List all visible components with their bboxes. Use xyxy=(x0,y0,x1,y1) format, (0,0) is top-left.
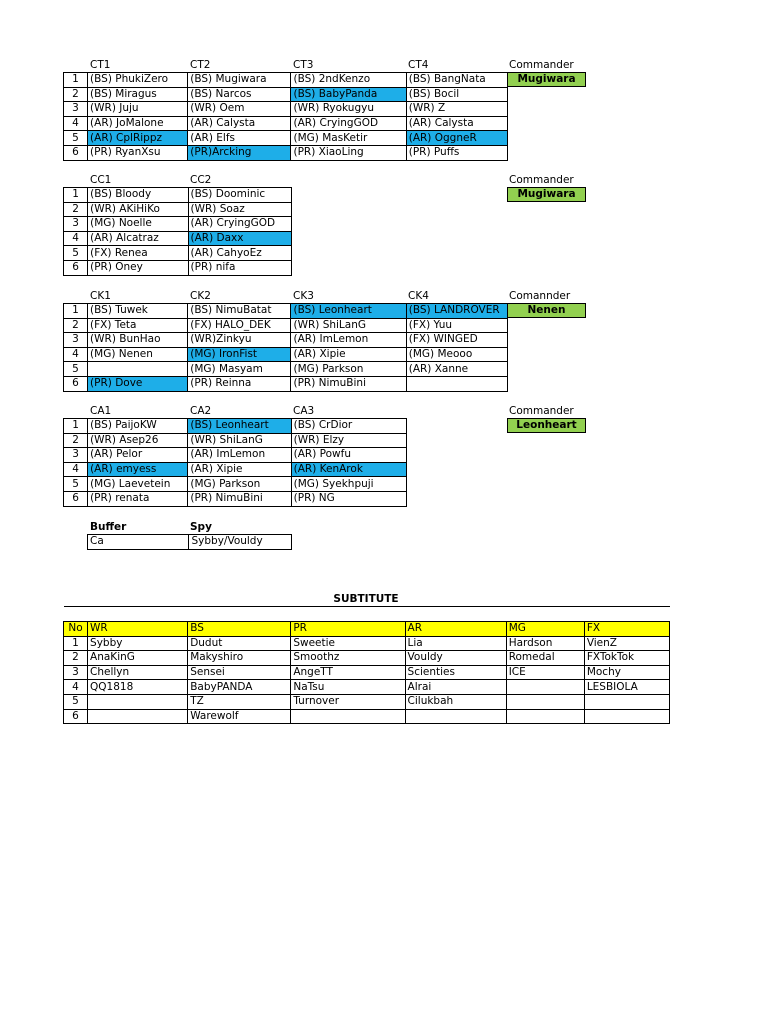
table-cell: (BS) Bloody xyxy=(88,188,188,203)
row-number: 1 xyxy=(64,188,88,203)
table-cell: (BS) Tuwek xyxy=(88,304,188,319)
table-row xyxy=(88,535,292,550)
ct-table xyxy=(63,72,508,161)
commander-label: Commander xyxy=(509,405,574,417)
column-header: FX xyxy=(584,622,669,637)
table-row xyxy=(64,491,407,506)
table-cell: (BS) Miragus xyxy=(88,87,188,102)
substitute-table xyxy=(63,621,670,724)
table-cell: (BS) Doominic xyxy=(188,188,291,203)
table-cell: (AR) Pelor xyxy=(88,448,188,463)
row-number: 1 xyxy=(64,73,88,88)
table-row xyxy=(64,651,670,666)
row-number: 4 xyxy=(64,231,88,246)
column-header-ca3: CA3 xyxy=(293,405,315,417)
row-number: 6 xyxy=(64,260,88,275)
column-header: No xyxy=(64,622,88,637)
table-cell: (MG) Parkson xyxy=(188,477,291,492)
row-number: 6 xyxy=(64,491,88,506)
table-row xyxy=(64,231,292,246)
table-cell: Dudut xyxy=(188,636,291,651)
ca-table xyxy=(63,418,407,507)
table-cell: (AR) Daxx xyxy=(188,231,291,246)
column-header: MG xyxy=(506,622,584,637)
table-cell: (WR) Z xyxy=(406,102,507,117)
table-cell: (BS) NimuBatat xyxy=(188,304,291,319)
table-cell: ICE xyxy=(506,665,584,680)
table-cell: Lia xyxy=(405,636,506,651)
table-cell: Turnover xyxy=(291,694,405,709)
table-cell: (BS) Leonheart xyxy=(188,419,291,434)
table-cell: (FX) Yuu xyxy=(406,318,507,333)
row-number: 2 xyxy=(64,651,88,666)
commander-badge: Leonheart xyxy=(507,418,586,433)
column-header: AR xyxy=(405,622,506,637)
table-cell: Mochy xyxy=(584,665,669,680)
table-cell: (PR) nifa xyxy=(188,260,291,275)
table-cell: (PR) renata xyxy=(88,491,188,506)
row-number: 2 xyxy=(64,202,88,217)
table-cell: Alrai xyxy=(405,680,506,695)
table-cell: (AR) JoMalone xyxy=(88,116,188,131)
table-cell: (MG) MasKetir xyxy=(291,131,406,146)
table-cell: (AR) Powfu xyxy=(291,448,406,463)
table-cell: (MG) Laevetein xyxy=(88,477,188,492)
column-header-ct4: CT4 xyxy=(408,59,429,71)
column-header-ck2: CK2 xyxy=(190,290,211,302)
table-cell xyxy=(506,694,584,709)
table-row xyxy=(64,419,407,434)
table-row xyxy=(64,246,292,261)
title-underline xyxy=(64,606,670,607)
table-cell xyxy=(506,680,584,695)
table-cell: (AR) ImLemon xyxy=(188,448,291,463)
table-cell: Warewolf xyxy=(188,709,291,724)
table-cell: (AR) CahyoEz xyxy=(188,246,291,261)
table-cell: (BS) PaijoKW xyxy=(88,419,188,434)
commander-badge: Nenen xyxy=(507,303,586,318)
table-cell: (WR) Ryokugyu xyxy=(291,102,406,117)
table-cell: (WR) Oem xyxy=(188,102,291,117)
table-cell: (BS) BabyPanda xyxy=(291,87,406,102)
column-header-ck1: CK1 xyxy=(90,290,111,302)
table-cell: Scienties xyxy=(405,665,506,680)
table-cell: (MG) IronFist xyxy=(188,347,291,362)
column-header-cc1: CC1 xyxy=(90,174,112,186)
table-cell: (PR) Puffs xyxy=(406,145,507,160)
table-row xyxy=(64,202,292,217)
table-cell: NaTsu xyxy=(291,680,405,695)
table-cell: (AR) CplRippz xyxy=(88,131,188,146)
table-cell: (AR) KenArok xyxy=(291,462,406,477)
table-row xyxy=(64,448,407,463)
table-cell: (AR) Calysta xyxy=(188,116,291,131)
table-cell: (PR) Oney xyxy=(88,260,188,275)
table-cell: (MG) Noelle xyxy=(88,217,188,232)
cc-table xyxy=(63,187,292,276)
column-header: PR xyxy=(291,622,405,637)
table-row xyxy=(64,116,508,131)
table-cell: (PR) NimuBini xyxy=(291,376,406,391)
table-cell: (WR)Zinkyu xyxy=(188,333,291,348)
table-cell: (PR) Reinna xyxy=(188,376,291,391)
table-cell: (WR) Soaz xyxy=(188,202,291,217)
table-cell xyxy=(584,709,669,724)
commander-label: Commander xyxy=(509,174,574,186)
table-cell: Vouldy xyxy=(405,651,506,666)
row-number: 6 xyxy=(64,145,88,160)
table-row xyxy=(64,376,508,391)
table-cell: TZ xyxy=(188,694,291,709)
row-number: 3 xyxy=(64,665,88,680)
table-row xyxy=(64,145,508,160)
table-row xyxy=(64,694,670,709)
table-row xyxy=(64,304,508,319)
table-cell: (MG) Nenen xyxy=(88,347,188,362)
table-cell: (BS) CrDior xyxy=(291,419,406,434)
row-number: 3 xyxy=(64,448,88,463)
table-cell: BabyPANDA xyxy=(188,680,291,695)
table-cell: (BS) Narcos xyxy=(188,87,291,102)
row-number: 4 xyxy=(64,680,88,695)
table-row xyxy=(64,87,508,102)
row-number: 3 xyxy=(64,333,88,348)
table-cell: (PR) XiaoLing xyxy=(291,145,406,160)
table-cell: (FX) Renea xyxy=(88,246,188,261)
column-header-ck4: CK4 xyxy=(408,290,429,302)
table-cell: (AR) Alcatraz xyxy=(88,231,188,246)
table-cell: (WR) BunHao xyxy=(88,333,188,348)
column-header-ca2: CA2 xyxy=(190,405,212,417)
table-cell: Hardson xyxy=(506,636,584,651)
table-cell: (BS) BangNata xyxy=(406,73,507,88)
table-cell: Sweetie xyxy=(291,636,405,651)
table-cell: (MG) Masyam xyxy=(188,362,291,377)
row-number: 4 xyxy=(64,347,88,362)
table-cell: (MG) Parkson xyxy=(291,362,406,377)
table-cell: (AR) CryingGOD xyxy=(291,116,406,131)
row-number: 3 xyxy=(64,102,88,117)
table-cell: FXTokTok xyxy=(584,651,669,666)
row-number: 1 xyxy=(64,304,88,319)
row-number: 4 xyxy=(64,116,88,131)
row-number: 4 xyxy=(64,462,88,477)
table-cell: (WR) ShiLanG xyxy=(188,433,291,448)
table-cell: (WR) Asep26 xyxy=(88,433,188,448)
row-number: 5 xyxy=(64,694,88,709)
table-header-row xyxy=(64,622,670,637)
table-cell xyxy=(406,376,507,391)
substitute-title: SUBTITUTE xyxy=(333,593,399,605)
table-cell xyxy=(584,694,669,709)
spy-label: Spy xyxy=(190,521,212,533)
table-row xyxy=(64,318,508,333)
row-number: 5 xyxy=(64,246,88,261)
table-row xyxy=(64,260,292,275)
table-cell: Sensei xyxy=(188,665,291,680)
table-row xyxy=(64,347,508,362)
table-row xyxy=(64,433,407,448)
table-cell: AnaKinG xyxy=(88,651,188,666)
table-cell: (PR) NG xyxy=(291,491,406,506)
buffer-spy-table xyxy=(87,534,292,550)
table-cell: Chellyn xyxy=(88,665,188,680)
table-cell: Smoothz xyxy=(291,651,405,666)
table-cell: QQ1818 xyxy=(88,680,188,695)
table-cell: (AR) Xanne xyxy=(406,362,507,377)
row-number: 1 xyxy=(64,636,88,651)
table-cell: (AR) emyess xyxy=(88,462,188,477)
ck-table xyxy=(63,303,508,392)
buffer-value: Ca xyxy=(88,535,189,550)
column-header-cc2: CC2 xyxy=(190,174,212,186)
table-cell: (WR) Elzy xyxy=(291,433,406,448)
table-cell: (PR) Dove xyxy=(88,376,188,391)
table-cell: (BS) Bocil xyxy=(406,87,507,102)
table-cell: (BS) PhukiZero xyxy=(88,73,188,88)
table-row xyxy=(64,217,292,232)
table-cell: (BS) LANDROVER xyxy=(406,304,507,319)
table-row xyxy=(64,102,508,117)
table-cell: (BS) Mugiwara xyxy=(188,73,291,88)
table-row xyxy=(64,462,407,477)
table-cell: (FX) Teta xyxy=(88,318,188,333)
table-cell: (AR) Xipie xyxy=(188,462,291,477)
row-number: 3 xyxy=(64,217,88,232)
commander-label: Comannder xyxy=(509,290,571,302)
row-number: 6 xyxy=(64,376,88,391)
table-cell: (AR) ImLemon xyxy=(291,333,406,348)
table-cell: AngeTT xyxy=(291,665,405,680)
commander-badge: Mugiwara xyxy=(507,187,586,202)
row-number: 2 xyxy=(64,433,88,448)
table-cell: (AR) Calysta xyxy=(406,116,507,131)
table-cell xyxy=(88,694,188,709)
table-cell: (WR) Juju xyxy=(88,102,188,117)
table-cell xyxy=(88,362,188,377)
column-header-ct3: CT3 xyxy=(293,59,314,71)
table-cell xyxy=(88,709,188,724)
table-cell: (MG) Syekhpuji xyxy=(291,477,406,492)
table-cell: (BS) Leonheart xyxy=(291,304,406,319)
table-cell: (BS) 2ndKenzo xyxy=(291,73,406,88)
table-cell: (PR) NimuBini xyxy=(188,491,291,506)
row-number: 1 xyxy=(64,419,88,434)
table-cell: (PR)Arcking xyxy=(188,145,291,160)
table-cell: (WR) ShiLanG xyxy=(291,318,406,333)
table-cell: Cilukbah xyxy=(405,694,506,709)
table-row xyxy=(64,333,508,348)
table-row xyxy=(64,665,670,680)
table-cell: (FX) WINGED xyxy=(406,333,507,348)
table-cell: (WR) AKiHiKo xyxy=(88,202,188,217)
row-number: 5 xyxy=(64,131,88,146)
table-row xyxy=(64,680,670,695)
table-cell: (AR) CryingGOD xyxy=(188,217,291,232)
table-row xyxy=(64,636,670,651)
row-number: 5 xyxy=(64,362,88,377)
table-cell xyxy=(405,709,506,724)
table-row xyxy=(64,362,508,377)
table-cell: VienZ xyxy=(584,636,669,651)
commander-label: Commander xyxy=(509,59,574,71)
table-cell: (AR) Elfs xyxy=(188,131,291,146)
table-cell: LESBIOLA xyxy=(584,680,669,695)
table-cell: (PR) RyanXsu xyxy=(88,145,188,160)
table-row xyxy=(64,188,292,203)
table-cell: Sybby xyxy=(88,636,188,651)
table-cell xyxy=(506,709,584,724)
spy-value: Sybby/Vouldy xyxy=(189,535,292,550)
table-row xyxy=(64,709,670,724)
column-header-ck3: CK3 xyxy=(293,290,314,302)
table-cell: Makyshiro xyxy=(188,651,291,666)
commander-badge: Mugiwara xyxy=(507,72,586,87)
table-cell: (AR) OggneR xyxy=(406,131,507,146)
column-header: BS xyxy=(188,622,291,637)
row-number: 5 xyxy=(64,477,88,492)
table-cell: (FX) HALO_DEK xyxy=(188,318,291,333)
row-number: 6 xyxy=(64,709,88,724)
table-cell: (MG) Meooo xyxy=(406,347,507,362)
table-cell xyxy=(291,709,405,724)
table-row xyxy=(64,73,508,88)
column-header-ct1: CT1 xyxy=(90,59,111,71)
buffer-label: Buffer xyxy=(90,521,127,533)
column-header: WR xyxy=(88,622,188,637)
column-header-ct2: CT2 xyxy=(190,59,211,71)
column-header-ca1: CA1 xyxy=(90,405,112,417)
table-row xyxy=(64,131,508,146)
row-number: 2 xyxy=(64,318,88,333)
table-cell: Romedal xyxy=(506,651,584,666)
table-row xyxy=(64,477,407,492)
row-number: 2 xyxy=(64,87,88,102)
table-cell: (AR) Xipie xyxy=(291,347,406,362)
